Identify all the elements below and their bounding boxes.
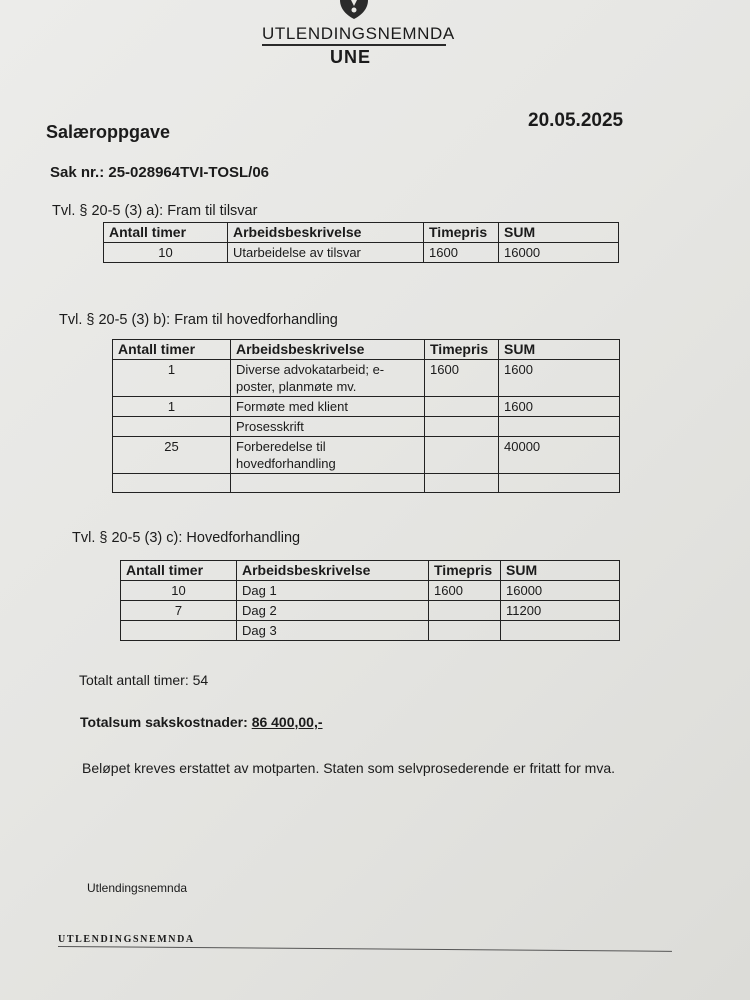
rate-cell: 1600 [425,360,499,397]
column-header: SUM [499,340,620,360]
description-cell: Dag 3 [237,621,429,641]
hours-cell [113,474,231,493]
table-row [113,397,620,417]
hours-cell: 1 [113,397,231,417]
total-sum-label: Totalsum sakskostnader: [80,714,248,730]
rate-cell [425,397,499,417]
table-row [113,474,620,493]
column-header: Antall timer [121,561,237,581]
table-row [113,437,620,474]
document-title: Salæroppgave [46,122,171,142]
description-cell: Formøte med klient [231,397,425,417]
table-header-row [113,340,620,360]
coat-of-arms-icon [336,0,372,20]
sum-cell: 16000 [501,581,620,601]
column-header: SUM [501,561,620,581]
hours-cell: 25 [113,437,231,474]
column-header: Timepris [424,223,499,243]
rate-cell [425,437,499,474]
hours-cell: 1 [113,360,231,397]
case-number: Sak nr.: 25-028964TVI-TOSL/06 [50,164,270,181]
fee-table-b [112,339,620,493]
table-row [104,243,619,263]
fee-table-a [103,222,619,263]
table-header-row [121,561,620,581]
total-hours: Totalt antall timer: 54 [79,672,209,688]
footer-divider [58,946,672,952]
description-cell: Prosesskrift [231,417,425,437]
rate-cell [429,601,501,621]
table-row [113,360,620,397]
rate-cell [425,474,499,493]
letterhead-org-name: UTLENDINGSNEMNDA [262,24,455,43]
table-row [121,601,620,621]
description-cell: Utarbeidelse av tilsvar [228,243,424,263]
description-cell: Dag 1 [237,581,429,601]
section-heading-b: Tvl. § 20-5 (3) b): Fram til hovedforhandling [59,312,338,328]
column-header: Arbeidsbeskrivelse [228,223,424,243]
sum-cell: 40000 [499,437,620,474]
description-cell [231,474,425,493]
section-heading-a: Tvl. § 20-5 (3) a): Fram til tilsvar [52,203,258,219]
table-row [121,581,620,601]
sum-cell [501,621,620,641]
description-cell: Forberedelse til hovedforhandling [231,437,425,474]
column-header: Timepris [429,561,501,581]
hours-cell: 10 [104,243,228,263]
table-header-row [104,223,619,243]
sum-cell: 1600 [499,397,620,417]
letterhead-divider [262,44,446,46]
vat-note: Beløpet kreves erstattet av motparten. Staten som selvprosederende er fritatt for mva. [82,760,616,776]
document-date: 20.05.2025 [528,110,624,131]
fee-table-c [120,560,620,641]
rate-cell [429,621,501,641]
hours-cell: 7 [121,601,237,621]
column-header: Arbeidsbeskrivelse [237,561,429,581]
column-header: SUM [499,223,619,243]
column-header: Antall timer [104,223,228,243]
signature: Utlendingsnemnda [87,881,188,895]
table-row [113,417,620,437]
sum-cell: 11200 [501,601,620,621]
section-heading-c: Tvl. § 20-5 (3) c): Hovedforhandling [72,530,301,546]
total-sum [80,714,323,730]
sum-cell: 16000 [499,243,619,263]
column-header: Antall timer [113,340,231,360]
letterhead-org-abbr: UNE [330,47,372,67]
column-header: Arbeidsbeskrivelse [231,340,425,360]
description-cell: Dag 2 [237,601,429,621]
hours-cell [121,621,237,641]
rate-cell [425,417,499,437]
table-row [121,621,620,641]
sum-cell [499,417,620,437]
total-sum-amount: 86 400,00,- [251,714,323,730]
hours-cell: 10 [121,581,237,601]
column-header: Timepris [425,340,499,360]
sum-cell: 1600 [499,360,620,397]
hours-cell [113,417,231,437]
rate-cell: 1600 [424,243,499,263]
description-cell: Diverse advokatarbeid; e-poster, planmøte mv. [231,360,425,397]
footer-org-name: UTLENDINGSNEMNDA [58,934,195,945]
sum-cell [499,474,620,493]
rate-cell: 1600 [429,581,501,601]
